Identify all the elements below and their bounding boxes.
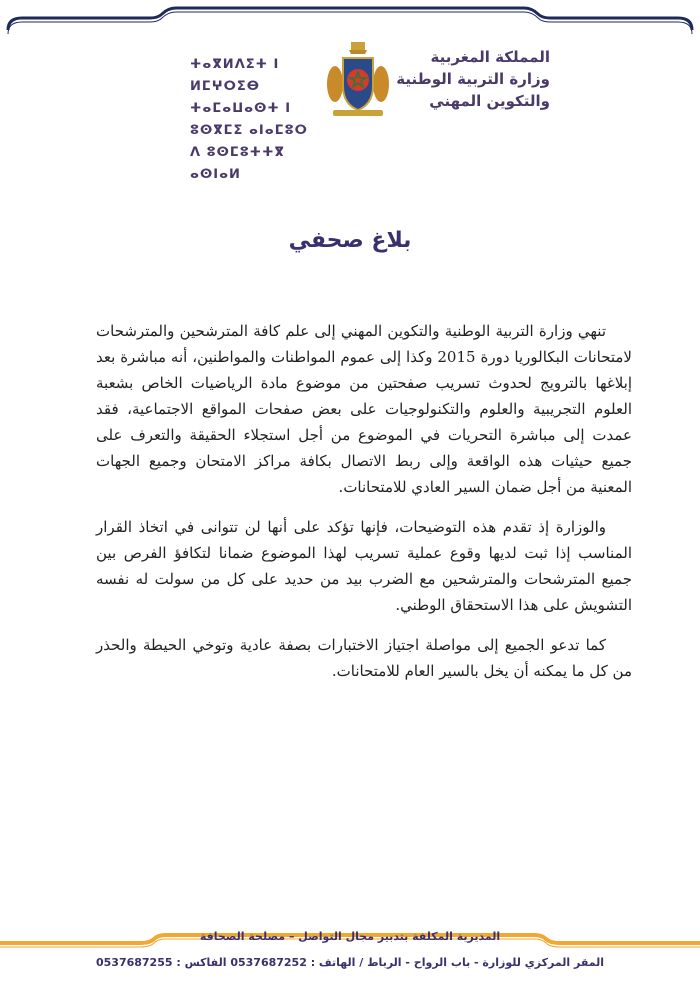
header-tifinagh-line-2: ⵜⴰⵎⴰⵡⴰⵙⵜ ⵏ ⵓⵙⴳⵎⵉ ⴰⵏⴰⵎⵓⵔ — [190, 101, 308, 138]
header-tifinagh-line-3: ⴷ ⵓⵙⵎⵓⵜⵜⴳ ⴰⵙⵏⴰⵍ — [190, 145, 285, 182]
moroccan-coat-of-arms-icon — [325, 40, 391, 120]
header-tifinagh-line-1: ⵜⴰⴳⵍⴷⵉⵜ ⵏ ⵍⵎⵖⵔⵉⴱ — [190, 57, 280, 94]
document-body — [96, 318, 632, 698]
document-title: بلاغ صحفي — [288, 228, 412, 253]
top-frame-line — [0, 0, 700, 40]
body-paragraph-3: كما تدعو الجميع إلى مواصلة اجتياز الاختبارات بصفة عادية وتوخي الحيطة والحذر من كل ما يمكنه أن يخل بالسير العام للامتحانات. — [96, 636, 632, 680]
header-arabic-line-2: وزارة التربية الوطنية — [396, 70, 550, 88]
footer-address: المقر المركزي للوزارة - باب الرواح - الرباط / الهاتف : 0537687252 الفاكس : 0537687255 — [95, 956, 605, 969]
header-arabic — [390, 46, 550, 112]
footer-department: المديرية المكلفة بتدبير مجال التواصل – مصلحة الصحافة — [199, 930, 501, 943]
header-arabic-line-1: المملكة المغربية — [430, 48, 550, 66]
header-arabic-line-3: والتكوين المهني — [429, 92, 550, 110]
body-paragraph-2: والوزارة إذ تقدم هذه التوضيحات، فإنها تؤكد على أنها لن تتوانى في اتخاذ القرار المناسب إذا ثبت لديها وقوع عملية تسريب لهذا الموضوع ضمانا لتكافؤ الفرص بين جميع المترشحات والمترشحين مع الضرب بيد من حديد على كل من سولت له نفسه التشويش على هذا الاستحقاق الوطني. — [96, 518, 632, 614]
header-tifinagh — [190, 54, 330, 186]
body-paragraph-1: تنهي وزارة التربية الوطنية والتكوين المهني إلى علم كافة المترشحين والمترشحات لامتحانات البكالوريا دورة 2015 وكذا إلى عموم المواطنات والمواطنين، أنه مباشرة بعد إبلاغها بالترويج لحدوث تسريب صفحتين من موضوع مادة الرياضيات الخاص بشعبة العلوم التجريبية والعلوم والتكنولوجيات على بعض صفحات المواقع الاجتماعية، فقد عمدت إلى مباشرة التحريات في الموضوع من أجل استجلاء الحقيقة والتعرف على جميع حيثيات هذه الواقعة وإلى ربط الاتصال بكافة مراكز الامتحان وجميع الجهات المعنية من أجل ضمان السير العادي للامتحانات. — [96, 322, 632, 496]
